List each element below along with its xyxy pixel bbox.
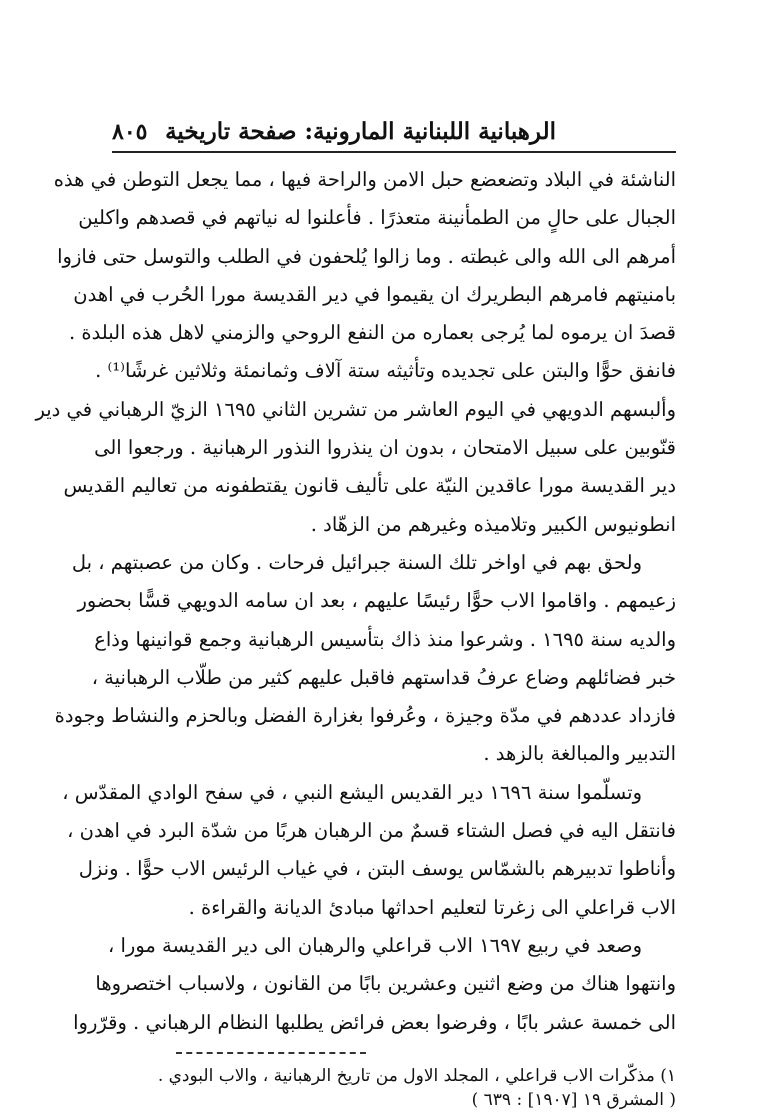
header-rule [112, 151, 676, 153]
text-line: وأناطوا تدبيرهم بالشمّاس يوسف البتن ، في غياب الرئيس الاب حوًّا . ونزل [78, 857, 676, 881]
text-line: وألبسهم الدويهي في اليوم العاشر من تشرين الثاني ١٦٩٥ الزيّ الرهباني في دير [35, 397, 676, 421]
text-line: بامنيتهم فامرهم البطريرك ان يقيموا في دير القديسة مورا الحُرب في اهدن [73, 282, 676, 306]
text-line: دير القديسة مورا عاقدين النيّة على تأليف قانون يقتطفونه من تعاليم القديس [63, 474, 676, 498]
text-line: فازداد عددهم في مدّة وجيزة ، وعُرفوا بغزارة الفضل وبالحزم والنشاط وجودة [54, 704, 676, 728]
text-line: التدبير والمبالغة بالزهد . [483, 742, 676, 766]
footnote-line: ( المشرق ١٩ [١٩٠٧] : ٦٣٩ ) [471, 1089, 676, 1110]
footnotes [112, 1064, 676, 1112]
text-line: قصدَ ان يرموه لما يُرجى بعماره من النفع الروحي والزمني لاهل هذه البلدة . [68, 321, 676, 345]
text-line: زعيمهم . واقاموا الاب حوًّا رئيسًا عليهم ، بعد ان سامه الدويهي قسًّا بحضور [77, 589, 676, 613]
paragraph-3 [62, 774, 676, 927]
text-line: وتسلّموا سنة ١٦٩٦ دير القديس اليشع النبي ، في سفح الوادي المقدّس ، [62, 780, 642, 804]
text-line: خبر فضائلهم وضاع عرفُ قداستهم فاقبل عليهم كثير من طلّاب الرهبانية ، [91, 665, 676, 689]
paragraph-4 [73, 927, 676, 1042]
paragraph-1 [35, 161, 676, 544]
text-line: وانتهوا هناك من وضع اثنين وعشرين بابًا من القانون ، ولاسباب اختصروها [95, 972, 676, 996]
running-title: الرهبانية اللبنانية المارونية: صفحة تاريخية [165, 118, 556, 145]
text-line: الاب قراعلي الى زغرتا لتعليم احداثها مبادئ الديانة والقراءة . [188, 895, 676, 919]
text-line: أمرهم الى الله والى غبطته . وما زالوا يُلحفون في الطلب والتوسل حتى فازوا [57, 244, 676, 268]
text-line: والديه سنة ١٦٩٥ . وشرعوا منذ ذاك بتأسيس الرهبانية وجمع قوانينها وذاع [94, 627, 676, 651]
text-line: ولحق بهم في اواخر تلك السنة جبرائيل فرحات . وكان من عصبتهم ، بل [71, 550, 642, 574]
text-line: الجبال على حالٍ من الطمأنينة متعذرًا . فأعلنوا له نياتهم في قصدهم واكلين [78, 206, 676, 230]
page-number: ٨٠٥ [112, 119, 148, 145]
footnote-line: ١) مذكّرات الاب قراعلي ، المجلد الاول من تاريخ الرهبانية ، والاب البودي . [157, 1065, 676, 1086]
text-line: الى خمسة عشر بابًا ، وفرضوا بعض فرائض يطلبها النظام الرهباني . وقرّروا [73, 1010, 676, 1034]
running-header [112, 118, 676, 151]
text-line: انطونيوس الكبير وتلاميذه وغيرهم من الزهّاد . [310, 512, 676, 536]
text-line: الناشئة في البلاد وتضعضع حبل الامن والراحة فيها ، مما يجعل التوطن في هذه [53, 168, 676, 191]
text-line: فانتقل اليه في فصل الشتاء قسمٌ من الرهبان هربًا من شدّة البرد في اهدن ، [67, 819, 676, 843]
text-line: قنّوبين على سبيل الامتحان ، بدون ان ينذروا النذور الرهبانية . ورجعوا الى [94, 436, 676, 460]
paragraph-2 [54, 544, 676, 774]
text-line: وصعد في ربيع ١٦٩٧ الاب قراعلي والرهبان الى دير القديسة مورا ، [108, 933, 642, 957]
text-line: فانفق حوًّا والبتن على تجديده وتأثيثه ستة آلاف وثمانمئة وثلاثين غرشًا⁽¹⁾ . [95, 359, 676, 383]
footnote-rule [176, 1052, 366, 1054]
